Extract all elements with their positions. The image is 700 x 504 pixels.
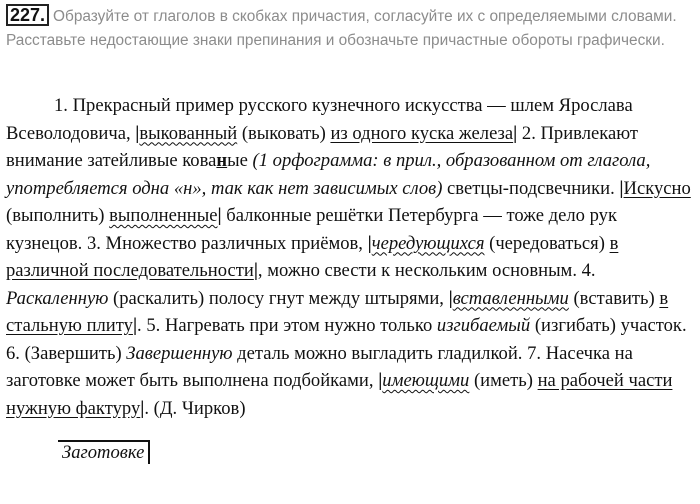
text-segment: светцы-подсвечники. xyxy=(442,177,620,199)
participle-bar: | xyxy=(367,232,372,254)
instruction-text: Образуйте от глаголов в скобках причастия, согласуйте их с определяемыми словами. Расставьте недостающие знаки препинания и обозначьте причастные обороты графически. xyxy=(6,8,677,49)
dependent-words: в различной последовательности xyxy=(6,232,619,281)
participle-bar: | xyxy=(448,287,453,309)
text-segment: (выполнить) xyxy=(6,205,110,226)
participle: Завершенную xyxy=(126,342,233,364)
participle: Раскаленную xyxy=(6,287,109,309)
text-segment: балконные решётки Петербурга — тоже дело рук кузнецов. 3. Множество различных приёмов, xyxy=(6,205,617,254)
text-segment: . (Д. Чирков) xyxy=(144,397,246,419)
participle-bar: | xyxy=(619,177,624,199)
exercise-number: 227. xyxy=(6,4,49,26)
text-segment: 1. Прекрасный пример русского кузнечного искусства — шлем Ярослава Всеволодовича, xyxy=(6,95,633,144)
spelling-note: (1 орфограмма: в прил., образованном от глагола, употребляется одна «н», так как нет зависимых слов) xyxy=(6,150,651,199)
participle-bar: | xyxy=(217,205,222,226)
participle-bar: | xyxy=(253,260,258,281)
spelling-letter: н xyxy=(216,150,228,171)
participle-bar: | xyxy=(132,315,138,336)
participle: выполненные xyxy=(109,205,218,226)
text-segment: (изгибать) участок. 6. (Завершить) xyxy=(6,315,687,364)
participle-bar: | xyxy=(135,122,140,144)
dependent-words: в стальную плиту xyxy=(6,287,669,336)
word-analysis: Заготовке xyxy=(58,440,150,464)
text-segment: (выковать) xyxy=(237,122,331,144)
text-segment: . 5. Нагревать при этом нужно только xyxy=(137,315,437,336)
text-segment: ые xyxy=(227,150,253,171)
exercise-instruction xyxy=(6,4,690,53)
text-segment: деталь можно выгладить гладилкой. 7. Насечка на заготовке может быть выполнена подбойками, xyxy=(6,342,633,391)
dependent-words: на рабочей части нужную фактуру xyxy=(6,370,673,419)
dependent-words: Искусно xyxy=(623,177,691,199)
exercise-text xyxy=(6,92,694,422)
participle-bar: | xyxy=(513,122,518,144)
participle-bar: | xyxy=(378,370,383,391)
text-segment: 2. Привлекают внимание затейливые кова xyxy=(6,122,639,171)
participle: имеющими xyxy=(382,370,470,391)
participle: чередующихся xyxy=(371,232,485,254)
text-segment: (иметь) xyxy=(469,370,538,391)
participle: изгибаемый xyxy=(436,315,531,336)
text-segment: (вставить) xyxy=(568,287,660,309)
text-segment: (раскалить) полосу гнут между штырями, xyxy=(108,287,449,309)
participle: вставленными xyxy=(452,287,569,309)
dependent-words: из одного куска железа xyxy=(330,122,514,144)
text-segment: (чередоваться) xyxy=(484,232,610,254)
text-segment: , можно свести к нескольким основным. 4. xyxy=(257,260,596,281)
participle: выкованный xyxy=(139,122,238,144)
participle-bar: | xyxy=(140,397,145,419)
